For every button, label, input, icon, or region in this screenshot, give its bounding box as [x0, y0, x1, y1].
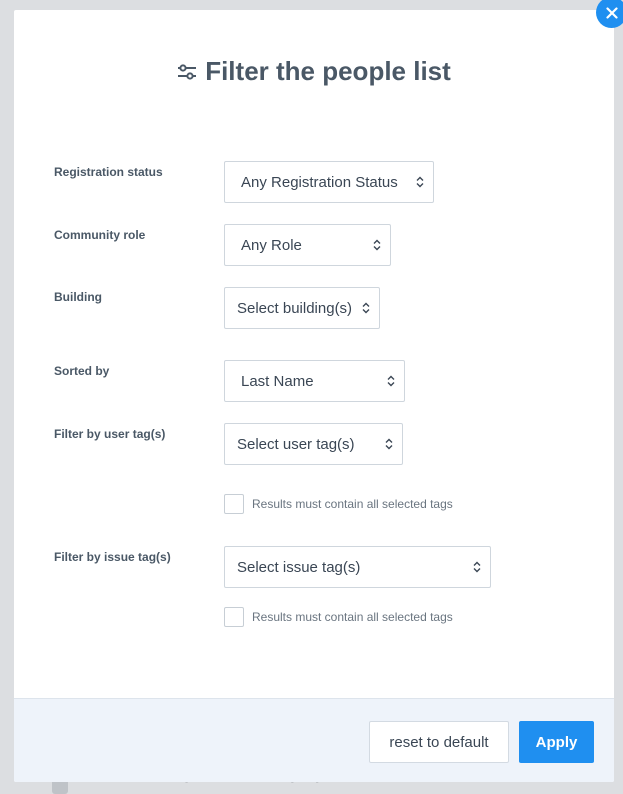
registration-status-label: Registration status	[54, 165, 163, 179]
issue-tags-match-all-row	[224, 607, 453, 627]
user-tags-select[interactable]	[224, 423, 403, 465]
sorted-by-label: Sorted by	[54, 364, 110, 378]
sliders-icon	[177, 63, 197, 81]
issue-tags-label: Filter by issue tag(s)	[54, 550, 171, 564]
modal-title-text: Filter the people list	[205, 56, 451, 86]
chevron-updown-icon	[385, 438, 393, 450]
chevron-updown-icon	[387, 375, 395, 387]
issue-tags-match-all-checkbox[interactable]	[224, 607, 244, 627]
modal-footer	[14, 698, 614, 782]
building-value: Select building(s)	[237, 299, 353, 317]
user-tags-match-all-row	[224, 494, 453, 514]
chevron-updown-icon	[473, 561, 481, 573]
apply-button[interactable]: Apply	[519, 721, 594, 763]
community-role-select[interactable]	[224, 224, 391, 266]
building-select[interactable]	[224, 287, 380, 329]
issue-tags-match-all-label: Results must contain all selected tags	[252, 610, 453, 624]
chevron-updown-icon	[362, 302, 370, 314]
user-tags-value: Select user tag(s)	[237, 435, 355, 453]
community-role-label: Community role	[54, 228, 146, 242]
issue-tags-select[interactable]	[224, 546, 491, 588]
modal-title	[14, 56, 614, 87]
user-tags-label: Filter by user tag(s)	[54, 427, 166, 441]
user-tags-match-all-checkbox[interactable]	[224, 494, 244, 514]
filter-modal	[14, 10, 614, 782]
close-button[interactable]	[596, 0, 623, 28]
sorted-by-select[interactable]	[224, 360, 405, 402]
building-label: Building	[54, 290, 102, 304]
sorted-by-value: Last Name	[241, 372, 314, 390]
chevron-updown-icon	[373, 239, 381, 251]
community-role-value: Any Role	[241, 236, 302, 254]
registration-status-value: Any Registration Status	[241, 173, 398, 191]
issue-tags-value: Select issue tag(s)	[237, 558, 361, 576]
registration-status-select[interactable]	[224, 161, 434, 203]
reset-to-default-button[interactable]: reset to default	[369, 721, 509, 763]
close-icon	[606, 7, 618, 19]
chevron-updown-icon	[416, 176, 424, 188]
user-tags-match-all-label: Results must contain all selected tags	[252, 497, 453, 511]
